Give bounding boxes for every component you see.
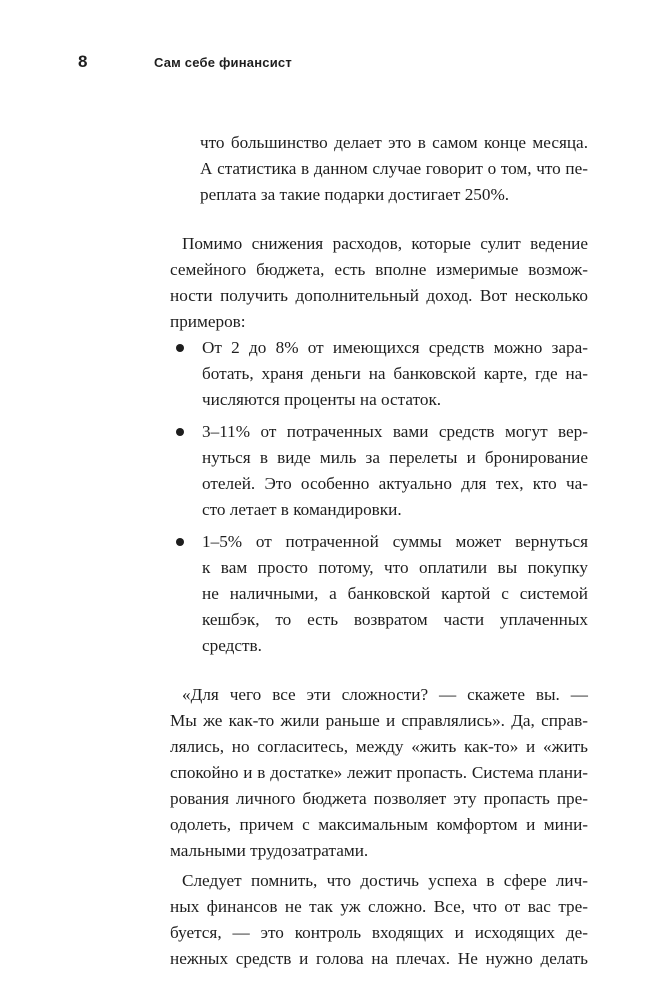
text-line: одолеть, причем с максимальным комфортом и мини- <box>170 815 588 834</box>
text-line: отелей. Это особенно актуально для тех, кто ча- <box>202 474 588 493</box>
text-line: Следует помнить, что достичь успеха в сфере лич- <box>182 871 588 890</box>
text-line: 1–5% от потраченной суммы может вернуться <box>202 532 588 551</box>
text-line: сто летает в командировки. <box>202 500 402 519</box>
text-line: ных финансов не так уж сложно. Все, что от вас тре- <box>170 897 588 916</box>
examples-list <box>170 335 588 659</box>
text-line: «Для чего все эти сложности? — скажете вы. — <box>182 685 588 704</box>
text-line: кешбэк, то есть возвратом части уплаченных <box>202 610 588 629</box>
text-line: реплата за такие подарки достигает 250%. <box>200 185 510 204</box>
text-line: не наличными, а банковской картой с системой <box>202 584 588 603</box>
text-line: спокойно и в достатке» лежит пропасть. Система плани- <box>170 763 588 782</box>
text-line: что большинство делает это в самом конце месяца. <box>200 133 588 152</box>
paragraph <box>170 682 588 864</box>
text-line: числяются проценты на остаток. <box>202 390 442 409</box>
text-line: Помимо снижения расходов, которые сулит ведение <box>182 234 588 253</box>
bullet-icon <box>176 538 184 546</box>
text-line: нежных средств и голова на плечах. Не нужно делать <box>170 949 588 968</box>
text-line: Мы же как-то жили раньше и справлялись». Да, справ- <box>170 711 588 730</box>
intro-paragraph <box>170 231 588 335</box>
page-number: 8 <box>78 52 88 71</box>
text-line: А статистика в данном случае говорит о том, что пе- <box>200 159 588 178</box>
continuation-paragraph <box>170 130 588 208</box>
list-item <box>170 419 588 523</box>
list-item <box>170 335 588 413</box>
text-line: 3–11% от потраченных вами средств могут вер- <box>202 422 588 441</box>
text-line: нуться в виде миль за перелеты и бронирование <box>202 448 588 467</box>
text-line: мальными трудозатратами. <box>170 841 369 860</box>
running-title: Сам себе финансист <box>154 54 292 70</box>
text-line: лялись, но согласитесь, между «жить как-то» и «жить <box>170 737 588 756</box>
text-line: средств. <box>202 636 262 655</box>
list-item <box>170 529 588 659</box>
paragraph <box>170 868 588 972</box>
text-line: буется, — это контроль входящих и исходящих де- <box>170 923 588 942</box>
bullet-icon <box>176 428 184 436</box>
page-header <box>78 50 292 74</box>
text-line: семейного бюджета, есть вполне измеримые возмож- <box>170 260 588 279</box>
text-line: ности получить дополнительный доход. Вот несколько <box>170 286 588 305</box>
text-line: примеров: <box>170 312 246 331</box>
text-line: От 2 до 8% от имеющихся средств можно зара- <box>202 338 588 357</box>
text-line: рования личного бюджета позволяет эту пропасть пре- <box>170 789 588 808</box>
bullet-icon <box>176 344 184 352</box>
page-body <box>170 130 588 972</box>
text-line: к вам просто потому, что оплатили вы покупку <box>202 558 588 577</box>
text-line: ботать, храня деньги на банковской карте, где на- <box>202 364 588 383</box>
